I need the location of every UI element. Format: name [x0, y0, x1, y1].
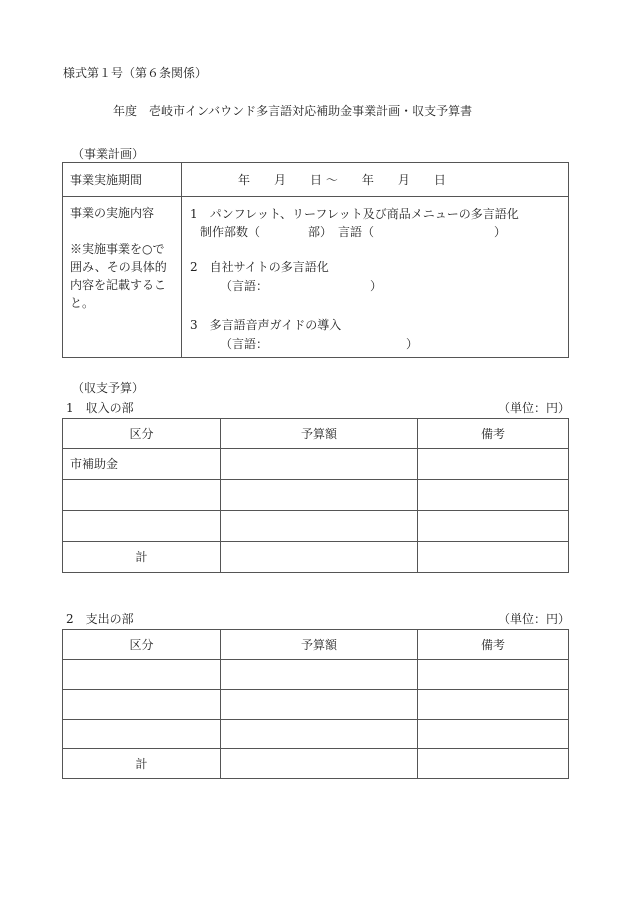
expense-heading: 2 支出の部	[66, 612, 134, 626]
income-total-notes-cell[interactable]	[418, 542, 569, 573]
table-row	[63, 480, 569, 511]
income-category-cell[interactable]	[63, 511, 221, 542]
income-row-subsidy-label: 市補助金	[63, 449, 221, 480]
plan-item-1-title: 1 パンフレット、リーフレット及び商品メニューの多言語化	[190, 207, 519, 221]
content-note: ※実施事業を○で囲み、その具体的内容を記載すること。	[70, 242, 167, 310]
income-category-cell[interactable]	[63, 480, 221, 511]
document-title: 年度 壱岐市インバウンド多言語対応補助金事業計画・収支予算書	[113, 104, 473, 118]
table-row	[63, 720, 569, 749]
income-amount-cell[interactable]	[221, 449, 418, 480]
expense-header-amount: 予算額	[221, 630, 418, 660]
expense-total-notes-cell[interactable]	[418, 749, 569, 779]
expense-table	[62, 629, 569, 779]
income-notes-cell[interactable]	[418, 449, 569, 480]
expense-total-label: 計	[63, 749, 221, 779]
budget-section-label: （収支予算）	[72, 381, 145, 395]
income-total-row	[63, 542, 569, 573]
expense-notes-cell[interactable]	[418, 660, 569, 690]
income-header-amount: 予算額	[221, 419, 418, 449]
expense-total-amount-cell[interactable]	[221, 749, 418, 779]
table-row	[63, 660, 569, 690]
income-header-category: 区分	[63, 419, 221, 449]
content-label-cell	[63, 197, 182, 358]
income-table	[62, 418, 569, 573]
content-items-cell	[182, 197, 569, 358]
expense-amount-cell[interactable]	[221, 720, 418, 749]
expense-header-category: 区分	[63, 630, 221, 660]
form-id: 様式第１号（第６条関係）	[63, 66, 208, 80]
plan-section-label: （事業計画）	[72, 147, 145, 161]
income-header-notes: 備考	[418, 419, 569, 449]
income-amount-cell[interactable]	[221, 480, 418, 511]
income-notes-cell[interactable]	[418, 511, 569, 542]
income-total-amount-cell[interactable]	[221, 542, 418, 573]
income-unit: （単位：円）	[498, 401, 571, 415]
income-amount-cell[interactable]	[221, 511, 418, 542]
period-row	[63, 163, 569, 197]
income-total-label: 計	[63, 542, 221, 573]
plan-item-2-detail: （言語： ）	[220, 279, 383, 293]
expense-total-row	[63, 749, 569, 779]
income-notes-cell[interactable]	[418, 480, 569, 511]
expense-amount-cell[interactable]	[221, 690, 418, 720]
plan-item-2-title: 2 自社サイトの多言語化	[190, 260, 329, 274]
content-row	[63, 197, 569, 358]
expense-category-cell[interactable]	[63, 660, 221, 690]
table-row	[63, 511, 569, 542]
expense-amount-cell[interactable]	[221, 660, 418, 690]
income-heading: 1 収入の部	[66, 401, 134, 415]
expense-unit: （単位：円）	[498, 612, 571, 626]
expense-category-cell[interactable]	[63, 690, 221, 720]
table-row	[63, 449, 569, 480]
table-row	[63, 690, 569, 720]
period-value: 年 月 日 ～ 年 月 日	[182, 163, 569, 197]
content-label: 事業の実施内容	[70, 206, 155, 220]
period-label: 事業実施期間	[63, 163, 182, 197]
plan-item-3-detail: （言語： ）	[220, 337, 419, 351]
expense-header-row	[63, 630, 569, 660]
expense-category-cell[interactable]	[63, 720, 221, 749]
plan-item-3-title: 3 多言語音声ガイドの導入	[190, 318, 342, 332]
expense-notes-cell[interactable]	[418, 720, 569, 749]
plan-table	[62, 162, 569, 358]
income-header-row	[63, 419, 569, 449]
expense-notes-cell[interactable]	[418, 690, 569, 720]
plan-item-1-detail: 制作部数（ 部） 言語（ ）	[200, 225, 507, 239]
expense-header-notes: 備考	[418, 630, 569, 660]
